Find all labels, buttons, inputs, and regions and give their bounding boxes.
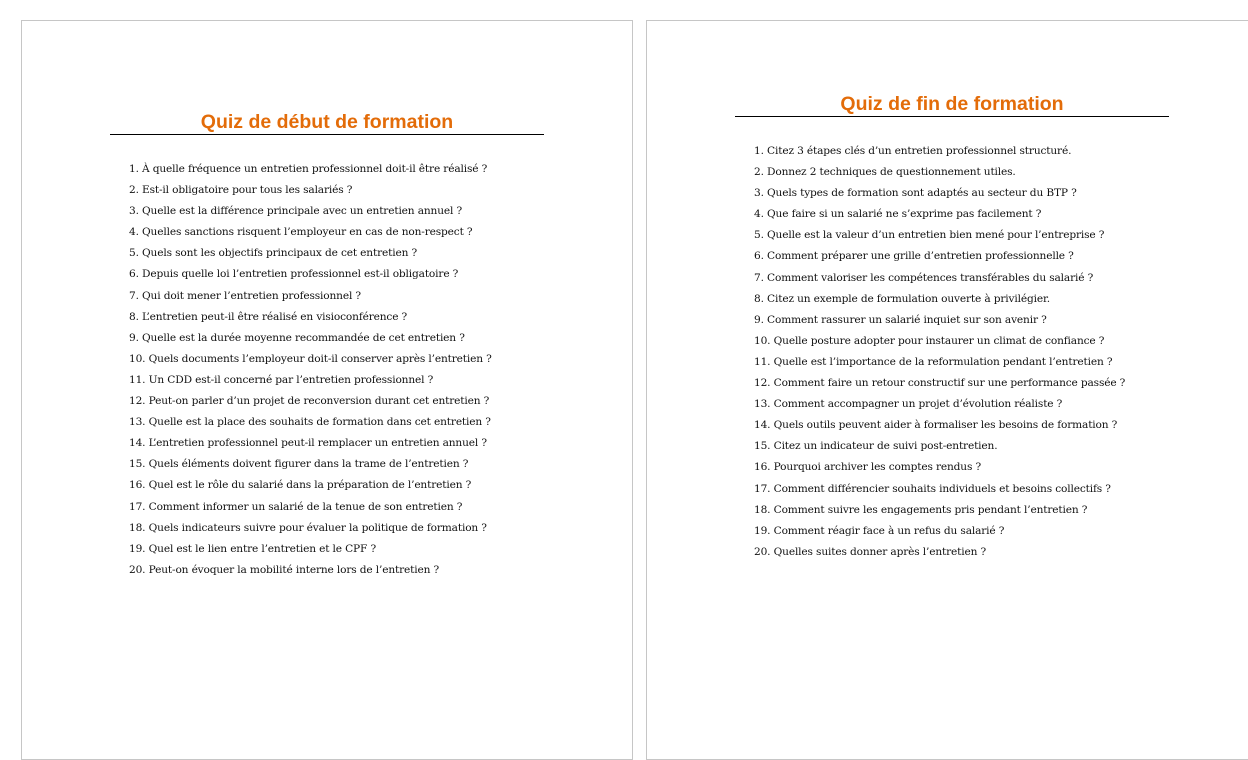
question-item: 13. Quelle est la place des souhaits de formation dans cet entretien ? [129, 416, 491, 429]
question-item: 12. Comment faire un retour constructif sur une performance passée ? [754, 377, 1126, 390]
question-item: 2. Donnez 2 techniques de questionnement utiles. [754, 166, 1016, 179]
document-page-left [21, 20, 633, 760]
question-item: 11. Un CDD est-il concerné par l’entretien professionnel ? [129, 373, 434, 386]
question-item: 7. Qui doit mener l’entretien professionnel ? [129, 289, 361, 302]
question-item: 8. Citez un exemple de formulation ouverte à privilégier. [754, 292, 1050, 305]
question-item: 11. Quelle est l’importance de la reformulation pendant l’entretien ? [754, 355, 1113, 368]
question-item: 7. Comment valoriser les compétences transférables du salarié ? [754, 271, 1094, 284]
question-item: 6. Comment préparer une grille d’entretien professionnelle ? [754, 250, 1074, 263]
question-item: 3. Quelle est la différence principale avec un entretien annuel ? [129, 205, 462, 218]
question-item: 6. Depuis quelle loi l’entretien professionnel est-il obligatoire ? [129, 268, 459, 281]
question-item: 13. Comment accompagner un projet d’évolution réaliste ? [754, 398, 1063, 411]
question-item: 15. Quels éléments doivent figurer dans la trame de l’entretien ? [129, 458, 469, 471]
question-item: 16. Quel est le rôle du salarié dans la préparation de l’entretien ? [129, 479, 472, 492]
document-page-right [646, 20, 1248, 760]
question-item: 5. Quels sont les objectifs principaux de cet entretien ? [129, 247, 417, 260]
question-item: 18. Comment suivre les engagements pris pendant l’entretien ? [754, 503, 1088, 516]
page-title: Quiz de fin de formation [735, 93, 1169, 117]
question-item: 18. Quels indicateurs suivre pour évaluer la politique de formation ? [129, 521, 487, 534]
question-item: 1. À quelle fréquence un entretien professionnel doit-il être réalisé ? [129, 163, 488, 175]
question-item: 14. Quels outils peuvent aider à formaliser les besoins de formation ? [754, 419, 1118, 432]
question-list [754, 141, 1125, 563]
question-item: 15. Citez un indicateur de suivi post-entretien. [754, 440, 998, 453]
question-item: 4. Quelles sanctions risquent l’employeur en cas de non-respect ? [129, 226, 473, 239]
question-item: 19. Comment réagir face à un refus du salarié ? [754, 524, 1005, 537]
question-item: 20. Quelles suites donner après l’entretien ? [754, 545, 987, 558]
question-item: 2. Est-il obligatoire pour tous les salariés ? [129, 184, 353, 197]
question-item: 9. Comment rassurer un salarié inquiet sur son avenir ? [754, 313, 1047, 326]
page-title: Quiz de début de formation [110, 111, 544, 135]
question-item: 10. Quels documents l’employeur doit-il conserver après l’entretien ? [129, 352, 492, 365]
question-item: 3. Quels types de formation sont adaptés au secteur du BTP ? [754, 187, 1077, 200]
question-item: 1. Citez 3 étapes clés d’un entretien professionnel structuré. [754, 145, 1072, 157]
question-item: 14. L’entretien professionnel peut-il remplacer un entretien annuel ? [129, 437, 487, 450]
question-list [129, 159, 492, 581]
question-item: 17. Comment différencier souhaits individuels et besoins collectifs ? [754, 482, 1111, 495]
question-item: 20. Peut-on évoquer la mobilité interne lors de l’entretien ? [129, 563, 440, 576]
question-item: 9. Quelle est la durée moyenne recommandée de cet entretien ? [129, 331, 465, 344]
question-item: 16. Pourquoi archiver les comptes rendus ? [754, 461, 982, 474]
question-item: 5. Quelle est la valeur d’un entretien bien mené pour l’entreprise ? [754, 229, 1105, 242]
question-item: 8. L’entretien peut-il être réalisé en visioconférence ? [129, 310, 408, 323]
question-item: 19. Quel est le lien entre l’entretien et le CPF ? [129, 542, 376, 555]
question-item: 17. Comment informer un salarié de la tenue de son entretien ? [129, 500, 463, 513]
question-item: 10. Quelle posture adopter pour instaurer un climat de confiance ? [754, 334, 1105, 347]
question-item: 4. Que faire si un salarié ne s’exprime pas facilement ? [754, 208, 1042, 221]
question-item: 12. Peut-on parler d’un projet de reconversion durant cet entretien ? [129, 395, 490, 408]
